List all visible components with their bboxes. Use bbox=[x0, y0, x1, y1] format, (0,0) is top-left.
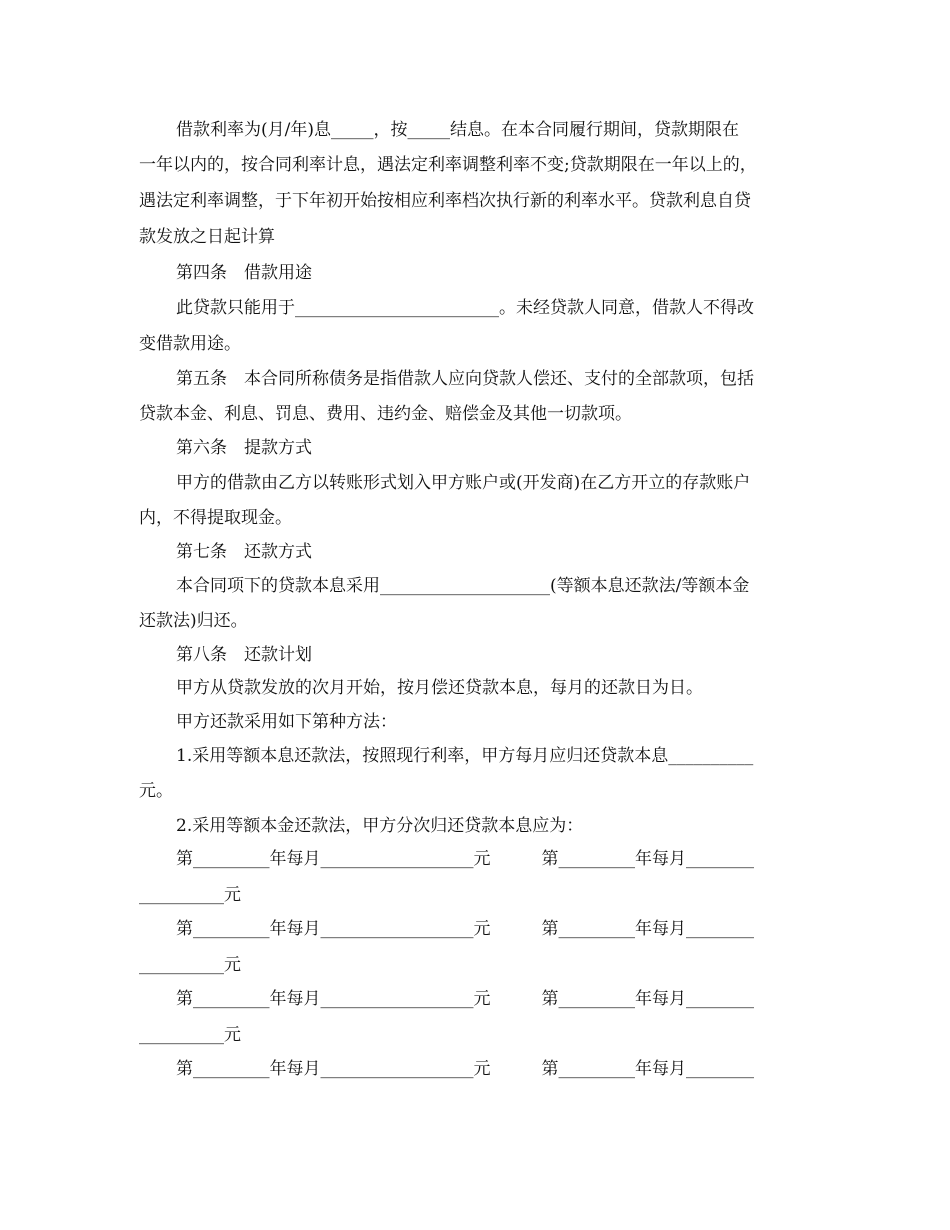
section-heading: 第八条 还款计划 bbox=[176, 645, 312, 665]
paragraph-line: 借款利率为(月/年)息_____，按_____结息。在本合同履行期间，贷款期限在 bbox=[176, 120, 739, 140]
section-heading: 第六条 提款方式 bbox=[176, 438, 312, 458]
repayment-row: 第_________年每月__________________元 第_________年每月________ bbox=[176, 849, 754, 869]
paragraph-line: 甲方从贷款发放的次月开始，按月偿还贷款本息，每月的还款日为日。 bbox=[176, 678, 703, 698]
paragraph-line: 变借款用途。 bbox=[139, 334, 241, 354]
paragraph-line: 元。 bbox=[139, 781, 173, 801]
paragraph-line: 款发放之日起计算 bbox=[139, 227, 275, 247]
section-heading: 第四条 借款用途 bbox=[176, 263, 312, 283]
paragraph-line: 贷款本金、利息、罚息、费用、违约金、赔偿金及其他一切款项。 bbox=[139, 404, 632, 424]
paragraph-line: 甲方还款采用如下第种方法： bbox=[176, 712, 397, 732]
paragraph-line: 2.采用等额本金还款法，甲方分次归还贷款本息应为： bbox=[176, 816, 584, 836]
paragraph-line: 本合同项下的贷款本息采用____________________(等额本息还款法/等额本金 bbox=[176, 576, 750, 596]
paragraph-line: 1.采用等额本息还款法，按照现行利率，甲方每月应归还贷款本息__________ bbox=[176, 746, 754, 766]
paragraph-line: 甲方的借款由乙方以转账形式划入甲方账户或(开发商)在乙方开立的存款账户 bbox=[176, 473, 751, 493]
repayment-row-continuation: __________元 bbox=[139, 1025, 241, 1045]
section-heading: 第七条 还款方式 bbox=[176, 542, 312, 562]
paragraph-line: 此贷款只能用于________________________。未经贷款人同意，借款人不得改 bbox=[176, 298, 754, 318]
repayment-row: 第_________年每月__________________元 第_________年每月________ bbox=[176, 1059, 754, 1079]
paragraph-line: 第五条 本合同所称债务是指借款人应向贷款人偿还、支付的全部款项，包括 bbox=[176, 369, 754, 389]
repayment-row: 第_________年每月__________________元 第_________年每月________ bbox=[176, 919, 754, 939]
repayment-row: 第_________年每月__________________元 第_________年每月________ bbox=[176, 989, 754, 1009]
paragraph-line: 遇法定利率调整，于下年初开始按相应利率档次执行新的利率水平。贷款利息自贷 bbox=[139, 191, 751, 211]
paragraph-line: 一年以内的，按合同利率计息，遇法定利率调整利率不变;贷款期限在一年以上的， bbox=[139, 155, 757, 175]
repayment-row-continuation: __________元 bbox=[139, 955, 241, 975]
paragraph-line: 内，不得提取现金。 bbox=[139, 508, 292, 528]
repayment-row-continuation: __________元 bbox=[139, 885, 241, 905]
paragraph-line: 还款法)归还。 bbox=[139, 611, 248, 631]
